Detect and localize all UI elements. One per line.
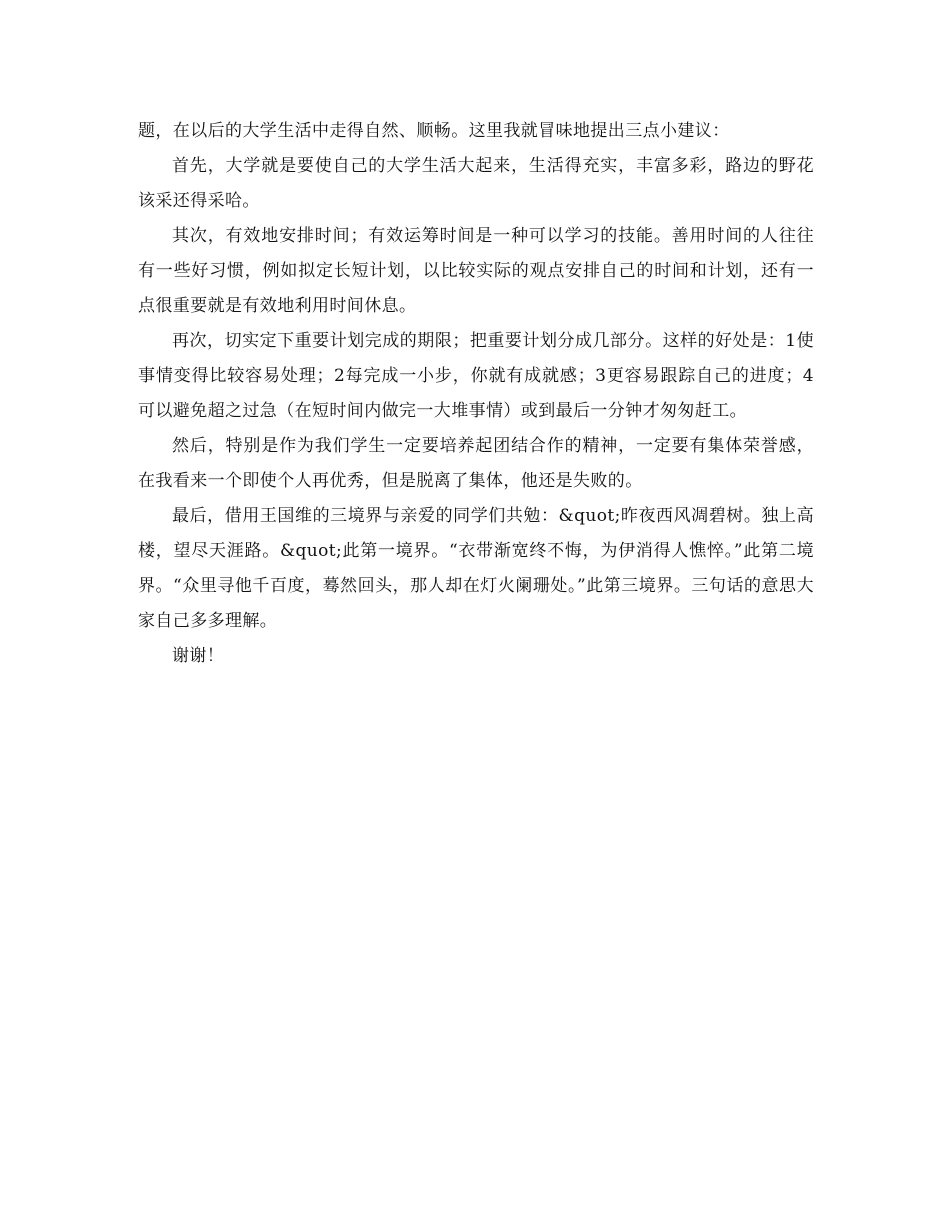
paragraph-time-management: 其次，有效地安排时间；有效运筹时间是一种可以学习的技能。善用时间的人往往有一些好习惯，例如拟定长短计划，以比较实际的观点安排自己的时间和计划，还有一点很重要就是有效地利用时间休息。 [138,226,814,316]
paragraph-teamwork: 然后，特别是作为我们学生一定要培养起团结合作的精神，一定要有集体荣誉感，在我看来一个即使个人再优秀，但是脱离了集体，他还是失败的。 [138,436,814,491]
paragraph-three-realms: 最后，借用王国维的三境界与亲爱的同学们共勉：&quot;昨夜西风凋碧树。独上高楼，望尽天涯路。&quot;此第一境界。“衣带渐宽终不悔，为伊消得人憔悴。”此第二境界。“众里寻他千百度，蓦然回头，那人却在灯火阑珊处。”此第三境界。三句话的意思大家自己多多理解。 [138,506,814,631]
paragraph-thanks: 谢谢！ [172,646,225,666]
paragraph-deadlines: 再次，切实定下重要计划完成的期限；把重要计划分成几部分。这样的好处是：1使事情变得比较容易处理；2每完成一小步，你就有成就感；3更容易跟踪自己的进度；4可以避免超之过急（在短时间内做完一大堆事情）或到最后一分钟才匆匆赶工。 [138,331,814,421]
document-body [138,114,814,674]
paragraph-continuation: 题，在以后的大学生活中走得自然、顺畅。这里我就冒味地提出三点小建议： [138,121,730,141]
paragraph-first-advice: 首先，大学就是要使自己的大学生活大起来，生活得充实，丰富多彩，路边的野花该采还得采哈。 [138,156,814,211]
